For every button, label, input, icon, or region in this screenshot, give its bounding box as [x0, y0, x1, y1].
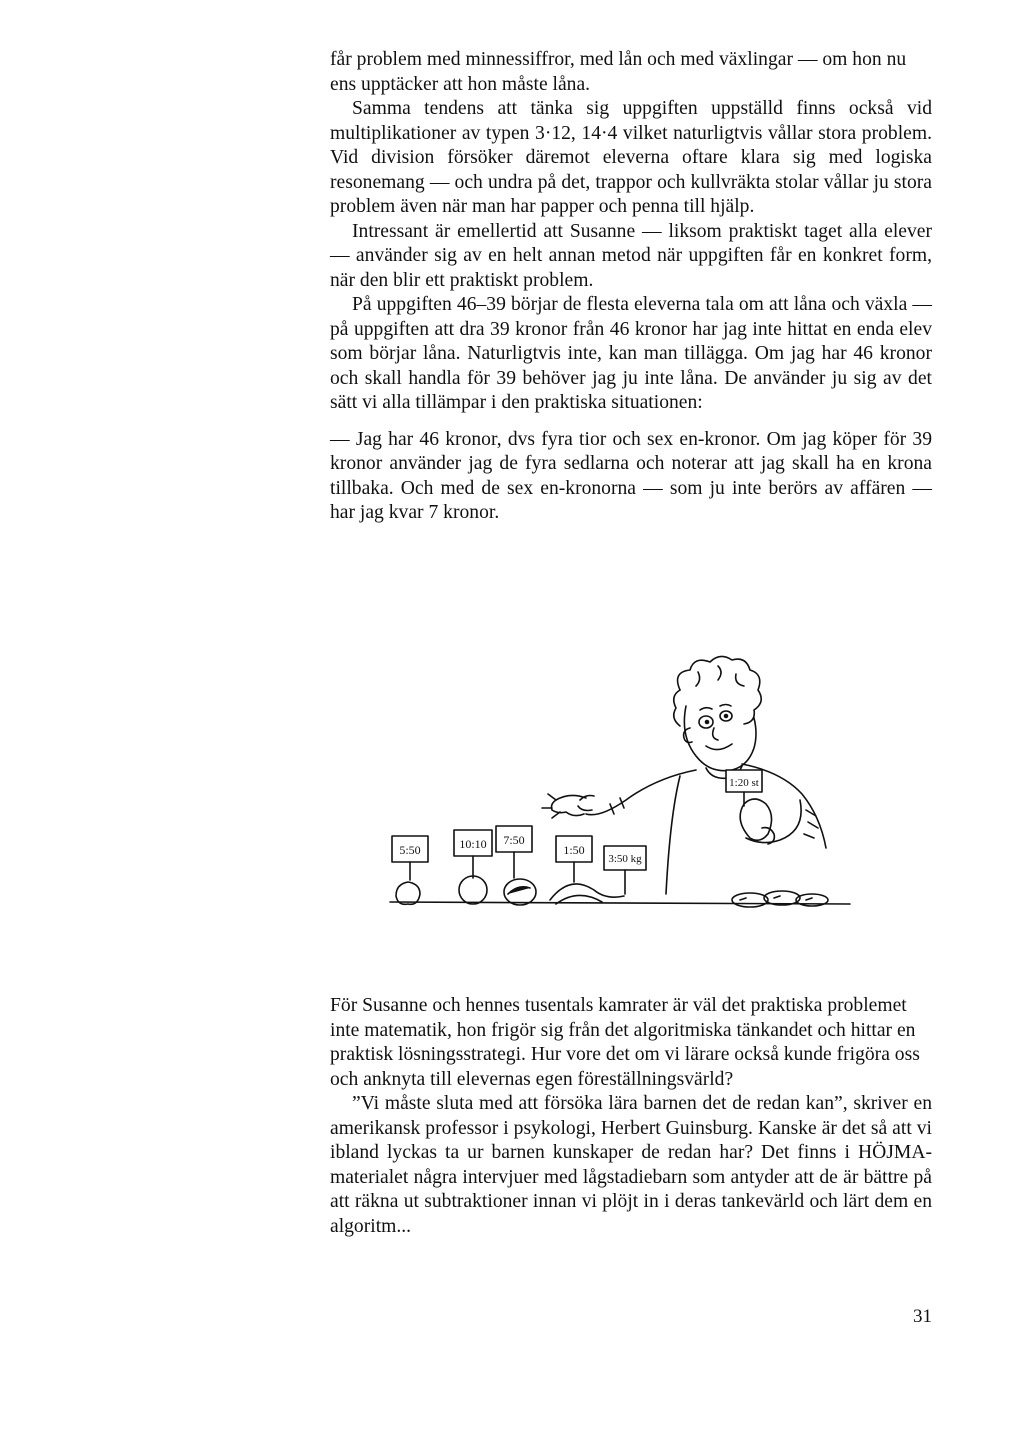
- price-label-5: 3:50 kg: [608, 853, 642, 865]
- paragraph-task-46-39: På uppgiften 46–39 börjar de flesta eleverna tala om att låna och växla — på uppgiften att dra 39 kronor från 46 kronor har jag inte hittat en enda elev som börjar låna. Naturligtvis inte, kan man tillägga. Om jag har 46 kronor och skall handla för 39 behöver jag ju inte låna. De använder ju sig av det sätt vi alla tillämpar i den praktiska situationen:: [330, 294, 932, 413]
- paragraph-susanne-method: Intressant är emellertid att Susanne — liksom praktiskt taget alla elever — använder sig av en helt annan metod när uppgiften får en konkret form, när den blir ett praktiskt problem.: [330, 220, 932, 291]
- orange-drawing: [504, 879, 536, 905]
- market-stall-illustration: [380, 650, 870, 920]
- page-number: 31: [913, 1306, 932, 1327]
- price-label-vendor: 1:20 st: [729, 777, 759, 789]
- paragraph-multiplication: Samma tendens att tänka sig uppgiften uppställd finns också vid multiplikationer av typen 3·12, 14·4 vilket naturligtvis vållar stora problem. Vid division försöker däremot eleverna oftare klara sig med logiska resonemang — och undra på det, trappor och kullvräkta stolar vållar ju stora problem även när man har papper och penna till hjälp.: [330, 98, 932, 217]
- pear-drawing: [396, 882, 420, 904]
- price-sign-2: [454, 830, 492, 904]
- price-label-1: 5:50: [399, 843, 421, 857]
- paragraph-quote-46-kronor: — Jag har 46 kronor, dvs fyra tior och sex en-kronor. Om jag köper för 39 kronor använder jag de fyra sedlarna och noterar att jag skall ha en krona tillbaka. Och med de sex en-kronorna — som ju inte berörs av affären — har jag kvar 7 kronor.: [330, 428, 932, 523]
- price-label-4: 1:50: [563, 843, 585, 857]
- paragraph-susanne-kamrater: För Susanne och hennes tusentals kamrater är väl det praktiska problemet inte matematik, hon frigör sig från det algoritmiska tänkandet och hittar en praktisk lösningsstrategi. Hur vore det om vi lärare också kunde frigöra oss och anknyta till elevernas egen föreställningsvärld?: [330, 995, 920, 1090]
- price-sign-1: [392, 836, 428, 904]
- price-sign-3: [496, 826, 536, 905]
- paragraph-continuation: får problem med minnessiffror, med lån och med växlingar — om hon nu ens upptäcker att hon måste låna.: [330, 49, 907, 95]
- bananas-drawing: [550, 884, 624, 904]
- bottom-text-block: [330, 994, 932, 1239]
- price-sign-5: [604, 846, 646, 894]
- price-label-2: 10:10: [459, 837, 487, 851]
- apple-drawing: [459, 876, 487, 904]
- price-sign-vendor: [726, 770, 762, 806]
- top-text-block: [330, 48, 932, 526]
- counter-line: [390, 902, 850, 904]
- paragraph-guinsburg-quote: ”Vi måste sluta med att försöka lära barnen det de redan kan”, skriver en amerikansk professor i psykologi, Herbert Guinsburg. Kanske är det så att vi ibland lyckas ta ur barnen kunskaper de redan har? Det finns i HÖJMA-materialet några intervjuer med lågstadiebarn som antyder att de är bättre på att räkna ut subtraktioner innan vi plöjt in i deras tankevärld och lärt dem en algoritm...: [330, 1093, 932, 1237]
- price-label-3: 7:50: [503, 833, 525, 847]
